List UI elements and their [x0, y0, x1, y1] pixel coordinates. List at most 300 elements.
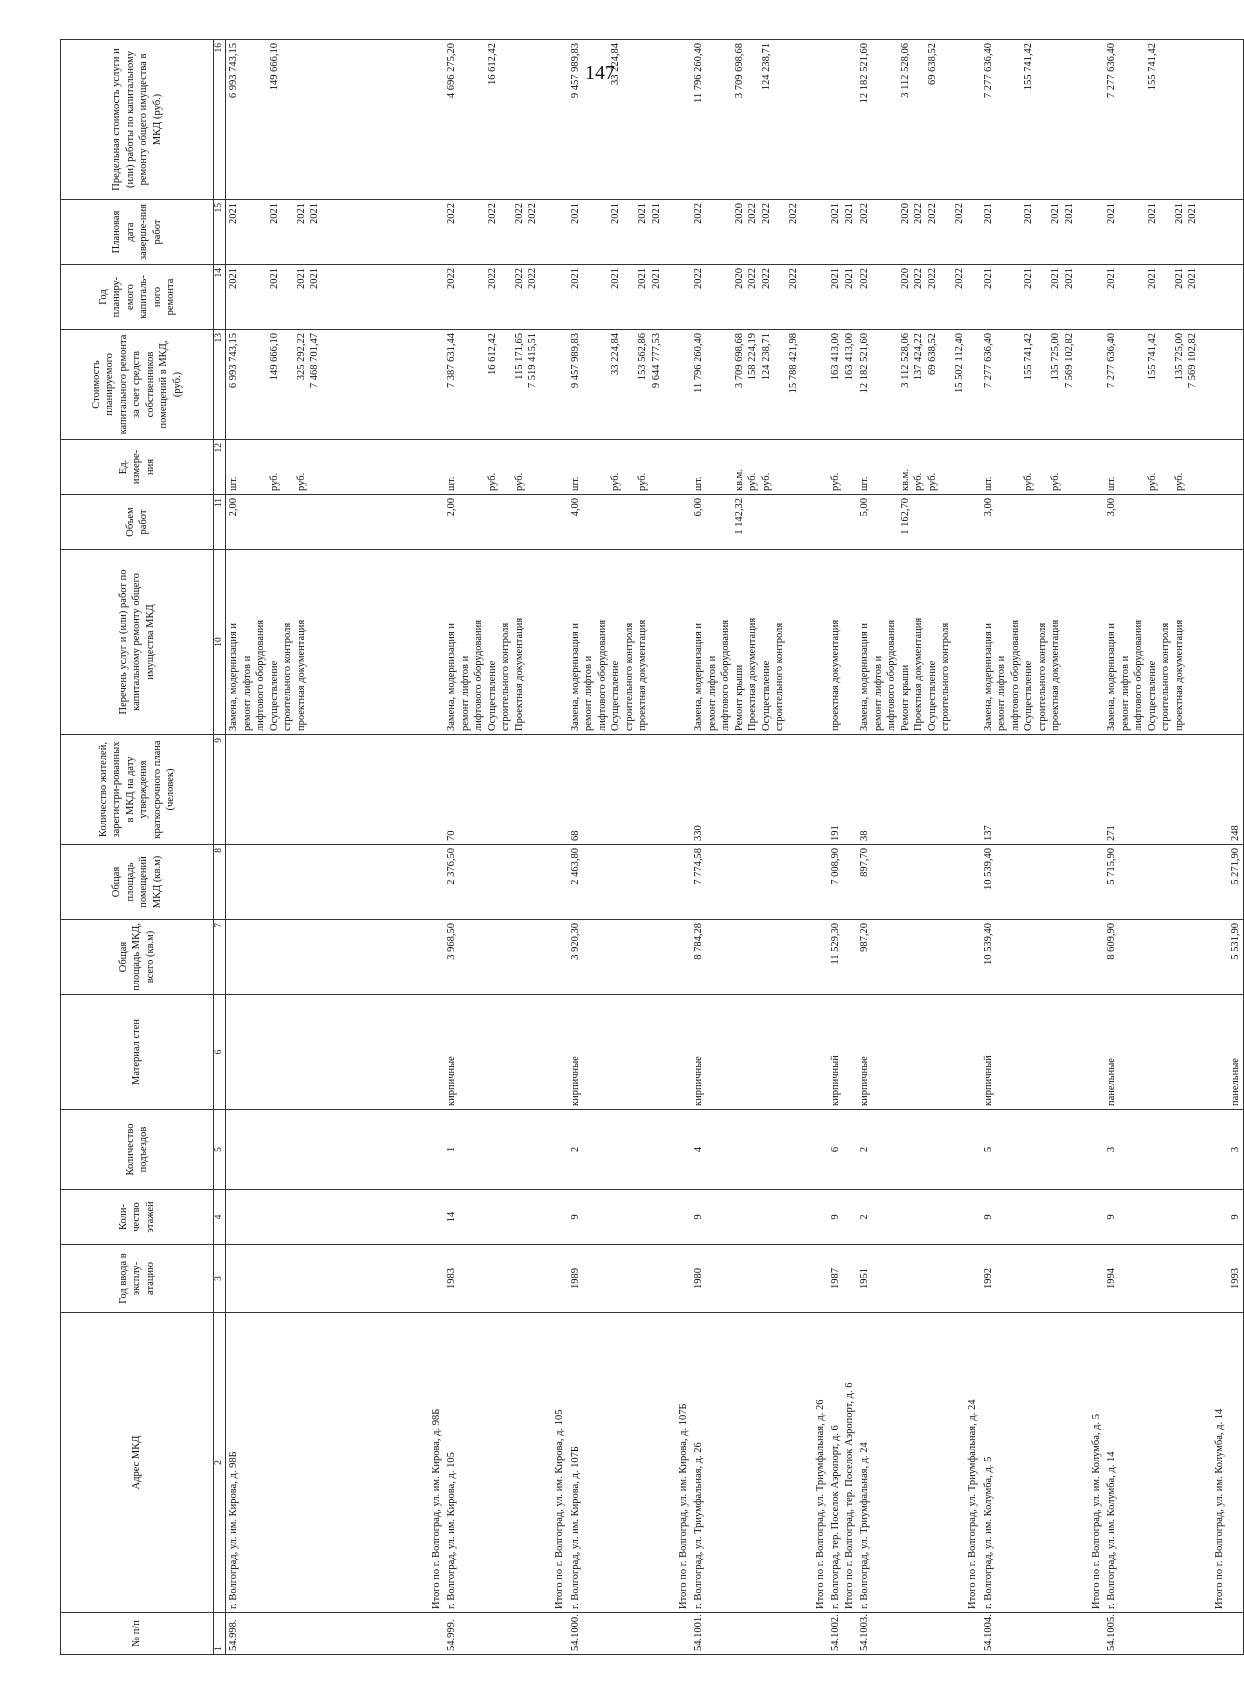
header-cell: Общая площадь МКД, всего (кв.м): [61, 920, 214, 995]
cell-line: 2021: [1050, 203, 1061, 224]
cell-line: [499, 443, 513, 491]
column-number: 8: [214, 845, 226, 920]
cell-line: 54.1003.: [859, 1614, 870, 1651]
table-cell: [444, 735, 568, 845]
cell-line: Итого по г. Волгоград, ул. им. Колумба, д. 14: [1214, 1408, 1225, 1609]
table-row: [1228, 40, 1244, 1655]
cell-line: 1994: [1106, 1268, 1117, 1289]
cell-line: [241, 43, 255, 196]
table-cell: [857, 1110, 981, 1190]
table-cell: [691, 1110, 828, 1190]
cell-line: [254, 1316, 268, 1609]
table-cell: [1228, 40, 1244, 200]
cell-line: Осуществление: [926, 660, 938, 731]
cell-line: 6 993 743,15: [228, 333, 239, 389]
cell-line: кирпичный: [982, 1055, 994, 1106]
column-number: 1: [214, 1613, 226, 1655]
cell-line: ремонт лифтов и: [459, 655, 471, 731]
table-row: [691, 40, 828, 1655]
table-cell: [444, 440, 568, 495]
cell-line: [268, 1316, 282, 1609]
cell-line: 11 796 260,40: [693, 43, 704, 103]
cell-line: [1119, 333, 1133, 436]
cell-line: 3 920,30: [569, 923, 581, 960]
cell-line: 2021: [1146, 268, 1158, 289]
cell-line: [472, 203, 486, 261]
header-cell: Коли-чество этажей: [61, 1190, 214, 1245]
table-cell: [857, 920, 981, 995]
column-number: 13: [214, 330, 226, 440]
cell-line: [1119, 268, 1133, 326]
cell-line: Замена, модернизация и: [982, 623, 994, 731]
table-cell: [691, 265, 828, 330]
cell-line: г. Волгоград, ул. им. Кирова, д. 107Б: [569, 1446, 581, 1609]
header-cell: Адрес МКД: [61, 1313, 214, 1613]
cell-line: [254, 203, 268, 261]
cell-line: 2022: [486, 203, 498, 224]
cell-line: 12 182 521,60: [859, 333, 870, 394]
cell-line: [281, 203, 295, 261]
cell-line: [1036, 333, 1050, 436]
cell-line: 4,00: [569, 498, 581, 517]
cell-line: [241, 203, 255, 261]
cell-line: 2021: [1106, 203, 1117, 224]
cell-line: строительного контроля: [500, 622, 511, 731]
table-cell: [1228, 845, 1244, 920]
cell-line: [1159, 1316, 1173, 1609]
cell-line: [1132, 268, 1146, 326]
cell-line: Итого по г. Волгоград, ул. им. Кирова, д. 98Б: [430, 1408, 442, 1609]
table-cell: [1104, 550, 1228, 735]
cell-line: г. Волгоград, ул. им. Кирова, д. 105: [446, 1452, 457, 1609]
cell-line: Осуществление: [610, 660, 621, 731]
cell-line: [623, 203, 637, 261]
cell-line: 155 741,42: [1023, 43, 1034, 91]
cell-line: 2020: [899, 268, 911, 289]
cell-line: [241, 1316, 255, 1609]
cell-line: [582, 333, 596, 436]
cell-line: [706, 268, 720, 326]
cell-line: шт.: [228, 476, 239, 491]
cell-line: [1076, 1316, 1090, 1609]
cell-line: [1119, 443, 1133, 491]
cell-line: 149 666,10: [268, 43, 280, 91]
cell-line: 1: [446, 1146, 457, 1153]
table-cell: [981, 495, 1105, 550]
cell-line: г. Волгоград, ул. Триумфальная, д. 26: [693, 1442, 704, 1609]
cell-line: ремонт лифтов и: [996, 655, 1007, 731]
cell-line: [254, 443, 268, 491]
cell-line: проектная документация: [1050, 619, 1061, 731]
table-cell: [568, 200, 692, 265]
table-cell: [1228, 330, 1244, 440]
cell-line: [596, 43, 610, 196]
cell-line: [1119, 203, 1133, 261]
cell-line: 135 725,00: [1050, 333, 1061, 381]
cell-line: 2021: [1023, 203, 1034, 224]
cell-line: 137: [982, 825, 994, 841]
cell-line: 2021: [1187, 268, 1198, 289]
cell-line: 69 638,52: [926, 333, 938, 375]
cell-line: [472, 333, 486, 436]
cell-line: 2021: [309, 203, 320, 224]
cell-line: ремонт лифтов и: [1119, 655, 1131, 731]
table-cell: [1104, 995, 1228, 1110]
cell-line: 153 562,86: [637, 333, 648, 381]
cell-line: 2022: [913, 268, 924, 289]
cell-line: 2021: [295, 268, 307, 289]
cell-line: 3 112 528,06: [899, 333, 911, 388]
cell-line: [872, 268, 886, 326]
repair-plan-table: [60, 39, 1244, 1655]
cell-line: [885, 203, 899, 261]
table-cell: [828, 40, 857, 200]
cell-line: [995, 333, 1009, 436]
table-cell: [226, 845, 445, 920]
table-cell: [444, 495, 568, 550]
cell-line: [472, 1316, 486, 1609]
cell-line: 987,20: [859, 923, 870, 952]
cell-line: 5 715,90: [1106, 848, 1117, 885]
cell-line: Замена, модернизация и: [693, 623, 704, 731]
table-cell: [226, 1190, 445, 1245]
cell-line: 2021: [1173, 268, 1185, 289]
header-cell: Ед. измере-ния: [61, 440, 214, 495]
cell-line: строительного контроля: [940, 622, 951, 731]
cell-line: 10 539,40: [982, 848, 994, 890]
table-cell: [828, 495, 857, 550]
cell-line: строительного контроля: [623, 622, 635, 731]
table-cell: [1228, 1245, 1244, 1313]
cell-line: Итого по г. Волгоград, ул. Триумфальная, д. 26: [814, 1399, 826, 1609]
cell-line: [335, 1316, 349, 1609]
cell-line: [1009, 333, 1023, 436]
table-cell: [981, 1313, 1105, 1613]
cell-line: 68: [569, 830, 581, 841]
cell-line: 2 376,50: [446, 848, 457, 885]
table-cell: [981, 1245, 1105, 1313]
table-cell: [981, 440, 1105, 495]
cell-line: 2022: [787, 203, 799, 224]
header-cell: Перечень услуг и (или) работ по капитальному ремонту общего имущества МКД: [61, 550, 214, 735]
cell-line: [582, 1316, 596, 1609]
table-cell: [1104, 735, 1228, 845]
table-cell: [568, 1313, 692, 1613]
cell-line: [389, 1316, 403, 1609]
cell-line: [706, 443, 720, 491]
cell-line: 33 224,84: [610, 43, 621, 85]
cell-line: руб.: [913, 472, 924, 491]
table-cell: [857, 330, 981, 440]
table-cell: [828, 1313, 857, 1613]
cell-line: 2: [569, 1146, 581, 1153]
table-row: [981, 40, 1105, 1655]
cell-line: руб.: [830, 472, 841, 491]
cell-line: [295, 1316, 309, 1609]
cell-line: [459, 333, 473, 436]
cell-line: 2022: [913, 203, 924, 224]
cell-line: [459, 203, 473, 261]
cell-line: 16 612,42: [486, 333, 498, 375]
table-cell: [1104, 1110, 1228, 1190]
cell-line: [281, 268, 295, 326]
cell-line: шт.: [982, 476, 994, 491]
table-cell: [1104, 845, 1228, 920]
cell-line: 3,00: [982, 498, 994, 517]
cell-line: 5: [982, 1146, 994, 1153]
cell-line: [254, 268, 268, 326]
cell-line: 7 277 636,40: [1106, 333, 1117, 389]
table-cell: [691, 1613, 828, 1655]
cell-line: 2021: [309, 268, 320, 289]
cell-line: [995, 268, 1009, 326]
cell-line: лифтового оборудования: [1133, 619, 1144, 731]
cell-line: [719, 498, 733, 546]
table-cell: [981, 920, 1105, 995]
table-cell: [1104, 495, 1228, 550]
table-cell: [691, 330, 828, 440]
table-cell: [1104, 1313, 1228, 1613]
cell-line: руб.: [295, 472, 307, 491]
table-cell: [857, 1613, 981, 1655]
table-cell: [828, 920, 857, 995]
cell-line: [472, 443, 486, 491]
cell-line: [719, 203, 733, 261]
table-cell: [1228, 735, 1244, 845]
cell-line: Ремонт крыши: [733, 664, 745, 731]
table-cell: [691, 550, 828, 735]
cell-line: 2021: [610, 268, 621, 289]
table-row: [1104, 40, 1228, 1655]
cell-line: 11 796 260,40: [693, 333, 704, 393]
cell-line: [885, 268, 899, 326]
header-cell: Материал стен: [61, 995, 214, 1110]
column-number: 16: [214, 40, 226, 200]
cell-line: [241, 333, 255, 436]
header-cell: Год планиру-емого капиталь-ного ремонта: [61, 265, 214, 330]
cell-line: [513, 1316, 527, 1609]
cell-line: [939, 1316, 953, 1609]
table-cell: [444, 845, 568, 920]
cell-line: [719, 1316, 733, 1609]
cell-line: [1159, 443, 1173, 491]
cell-line: 155 741,42: [1146, 43, 1158, 91]
cell-line: [1159, 203, 1173, 261]
cell-line: 2020: [733, 268, 745, 289]
cell-line: 1987: [830, 1268, 841, 1289]
cell-line: 2022: [926, 203, 938, 224]
table-cell: [226, 330, 445, 440]
table-cell: [981, 40, 1105, 200]
cell-line: [582, 43, 596, 196]
cell-line: [885, 43, 899, 196]
table-cell: [568, 845, 692, 920]
cell-line: [706, 1316, 720, 1609]
cell-line: 7 277 636,40: [982, 43, 994, 99]
cell-line: [1022, 1316, 1036, 1609]
cell-line: 5 531,90: [1229, 923, 1241, 960]
cell-line: [472, 268, 486, 326]
cell-line: 5 271,90: [1229, 848, 1241, 885]
cell-line: [1200, 1316, 1214, 1609]
cell-line: [596, 333, 610, 436]
table-cell: [1104, 330, 1228, 440]
table-cell: [857, 200, 981, 265]
cell-line: 2022: [760, 268, 772, 289]
cell-line: проектная документация: [637, 619, 648, 731]
cell-line: 3,00: [1106, 498, 1117, 517]
cell-line: 2 463,80: [569, 848, 581, 885]
cell-line: [472, 43, 486, 196]
table-cell: [1228, 200, 1244, 265]
table-cell: [691, 1190, 828, 1245]
table-cell: [857, 995, 981, 1110]
cell-line: Замена, модернизация и: [859, 623, 870, 731]
cell-line: [663, 1316, 677, 1609]
table-cell: [1228, 495, 1244, 550]
table-cell: [568, 1110, 692, 1190]
table-cell: [691, 845, 828, 920]
cell-line: 2: [859, 1146, 870, 1153]
table-cell: [226, 265, 445, 330]
cell-line: [459, 268, 473, 326]
cell-line: Осуществление: [268, 660, 280, 731]
cell-line: 2021: [830, 268, 841, 289]
cell-line: 2022: [787, 268, 799, 289]
cell-line: 2: [859, 1214, 870, 1220]
cell-line: [362, 1316, 376, 1609]
cell-line: 9 457 989,83: [569, 333, 581, 389]
cell-line: 2022: [486, 268, 498, 289]
cell-line: 2022: [446, 268, 457, 289]
cell-line: 2021: [650, 268, 662, 289]
header-cell: Год ввода в эксплу-атацию: [61, 1245, 214, 1313]
cell-line: кирпичные: [859, 1056, 870, 1106]
cell-line: [899, 1316, 913, 1609]
table-cell: [1228, 1190, 1244, 1245]
cell-line: 2021: [268, 268, 280, 289]
cell-line: 2022: [446, 203, 457, 224]
table-cell: [981, 735, 1105, 845]
cell-line: [499, 203, 513, 261]
cell-line: [995, 1316, 1009, 1609]
cell-line: [800, 1316, 814, 1609]
table-cell: [226, 550, 445, 735]
cell-line: 2022: [693, 268, 704, 289]
table-cell: [857, 495, 981, 550]
table-cell: [1228, 995, 1244, 1110]
cell-line: Замена, модернизация и: [569, 623, 581, 731]
cell-line: строительного контроля: [1036, 622, 1048, 731]
cell-line: кв.м.: [733, 469, 745, 491]
cell-line: 325 292,22: [295, 333, 307, 381]
table-body: [226, 40, 1244, 1655]
cell-line: [1159, 268, 1173, 326]
table-cell: [981, 265, 1105, 330]
cell-line: [1132, 333, 1146, 436]
table-cell: [226, 1313, 445, 1613]
table-cell: [568, 265, 692, 330]
cell-line: кв.м.: [899, 469, 911, 491]
cell-line: [376, 1316, 390, 1609]
cell-line: Осуществление: [1146, 660, 1158, 731]
cell-line: 248: [1229, 825, 1241, 841]
cell-line: руб.: [760, 472, 772, 491]
table-cell: [568, 1190, 692, 1245]
table-cell: [1104, 440, 1228, 495]
cell-line: ремонт лифтов и: [583, 655, 594, 731]
cell-line: 4 696 275,20: [446, 43, 457, 99]
cell-line: 149 666,10: [268, 333, 280, 381]
cell-line: 191: [830, 825, 841, 841]
cell-line: 11 529,30: [830, 923, 841, 965]
cell-line: [596, 268, 610, 326]
cell-line: 3 709 698,68: [733, 333, 745, 389]
cell-line: руб.: [610, 472, 621, 491]
cell-line: 2022: [760, 203, 772, 224]
cell-line: [995, 443, 1009, 491]
column-number: 5: [214, 1110, 226, 1190]
cell-line: [1063, 1316, 1077, 1609]
cell-line: 9: [569, 1214, 581, 1220]
table-cell: [1228, 1613, 1244, 1655]
table-cell: [981, 845, 1105, 920]
cell-line: 2021: [610, 203, 621, 224]
cell-line: г. Волгоград, ул. им. Колумба, д. 14: [1106, 1451, 1117, 1609]
cell-line: [1036, 203, 1050, 261]
cell-line: 3: [1106, 1146, 1117, 1153]
table-cell: [981, 1190, 1105, 1245]
table-cell: [1228, 440, 1244, 495]
table-cell: [1228, 550, 1244, 735]
cell-line: ремонт лифтов и: [241, 655, 253, 731]
header-cell: Объем работ: [61, 495, 214, 550]
cell-line: [746, 43, 760, 196]
cell-line: проектная документация: [830, 619, 841, 731]
table-cell: [568, 40, 692, 200]
cell-line: [1173, 1316, 1187, 1609]
table-cell: [857, 550, 981, 735]
cell-line: 897,70: [859, 848, 870, 877]
cell-line: руб.: [637, 472, 648, 491]
cell-line: 1 162,70: [899, 498, 911, 535]
cell-line: 2021: [1187, 203, 1198, 224]
cell-line: 2022: [747, 203, 758, 224]
cell-line: Итого по г. Волгоград, ул. Триумфальная, д. 24: [967, 1399, 978, 1609]
cell-line: 9: [693, 1214, 704, 1220]
table-cell: [444, 1245, 568, 1313]
cell-line: [281, 1316, 295, 1609]
cell-line: 163 413,00: [843, 333, 855, 381]
cell-line: 38: [859, 830, 870, 841]
table-cell: [226, 440, 445, 495]
table-cell: [828, 330, 857, 440]
cell-line: [623, 1316, 637, 1609]
cell-line: [995, 203, 1009, 261]
cell-line: 2021: [1050, 268, 1061, 289]
cell-line: 3 968,50: [446, 923, 457, 960]
cell-line: Осуществление: [486, 660, 498, 731]
table-cell: [691, 1245, 828, 1313]
column-number: 3: [214, 1245, 226, 1313]
cell-line: [1146, 1316, 1160, 1609]
cell-line: [650, 1316, 664, 1609]
cell-line: 7 774,58: [693, 848, 704, 885]
cell-line: [540, 1316, 554, 1609]
cell-line: руб.: [926, 472, 938, 491]
cell-line: г. Волгоград, тер. Поселок Аэропорт, д. 6: [830, 1425, 841, 1609]
cell-line: 7 569 102,82: [1063, 333, 1075, 389]
